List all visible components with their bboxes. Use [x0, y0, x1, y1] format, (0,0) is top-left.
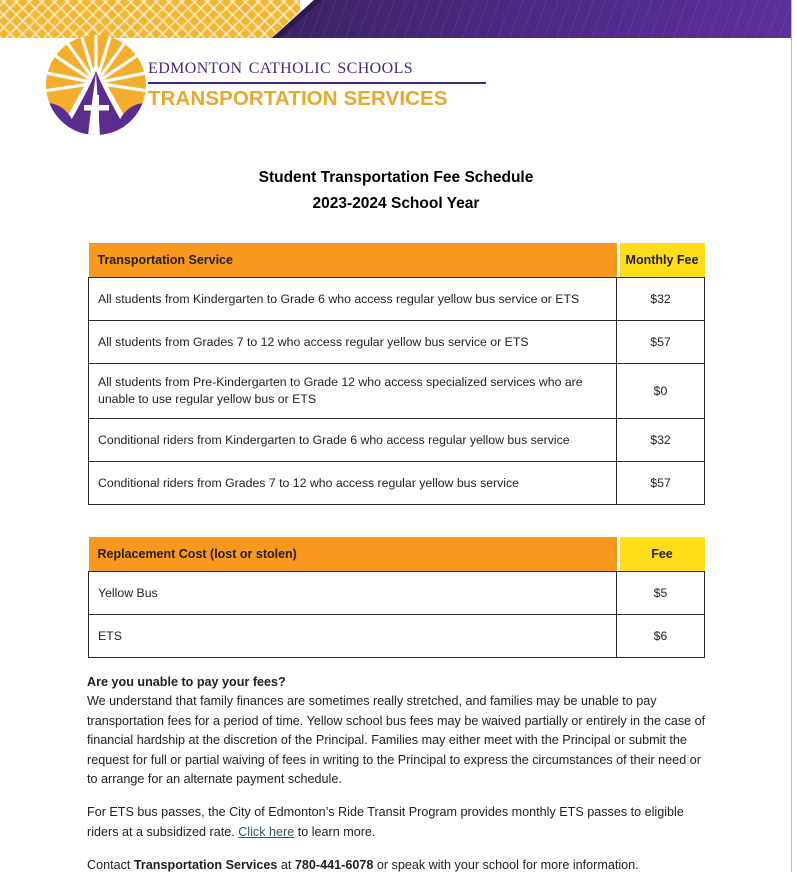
paragraph-spacer [87, 842, 707, 856]
page-right-edge-rail [791, 0, 797, 872]
page-title-line-1: Student Transportation Fee Schedule [258, 169, 534, 186]
table-header-row [89, 537, 705, 572]
contact-paragraph [87, 856, 707, 872]
brand-department: TRANSPORTATION SERVICES [148, 86, 448, 110]
table-header-row [89, 243, 705, 278]
cell-fee-amount: $57 [617, 321, 705, 364]
cell-fee-amount: $5 [617, 572, 705, 615]
contact-phone-number: 780-441-6078 [294, 858, 374, 872]
column-header-transportation-service [89, 243, 617, 278]
column-header-monthly-fee [617, 243, 705, 278]
table-row [89, 278, 705, 321]
table-row [89, 615, 705, 658]
cell-fee-amount: $0 [617, 364, 705, 419]
cell-service-description: All students from Pre-Kindergarten to Grade 12 who access specialized services who are unable to use regular yellow bus or ETS [89, 364, 617, 419]
ets-passes-text-before-link: For ETS bus passes, the City of Edmonton’s Ride Transit Program provides monthly ETS passes to eligible riders at a subsidized rate. [87, 805, 684, 839]
cell-service-description: All students from Kindergarten to Grade 6 who access regular yellow bus service or ETS [89, 278, 617, 321]
column-header-replacement-cost-label: Replacement Cost (lost or stolen) [89, 537, 617, 571]
cell-fee-amount: $32 [617, 278, 705, 321]
cell-fee-amount: $32 [617, 419, 705, 462]
fee-schedule-table [88, 243, 705, 505]
table-row [89, 462, 705, 505]
sunburst-cross-road-logo-icon [44, 33, 148, 137]
page-title-line-2: 2023-2024 School Year [312, 195, 480, 212]
table-row [89, 364, 705, 419]
column-header-fee [617, 537, 705, 572]
cell-service-description: Conditional riders from Kindergarten to Grade 6 who access regular yellow bus service [89, 419, 617, 462]
contact-suffix: or speak with your school for more information. [373, 858, 639, 872]
cell-item-description: ETS [89, 615, 617, 658]
cell-service-description: Conditional riders from Grades 7 to 12 who access regular yellow bus service [89, 462, 617, 505]
brand-text-block [148, 55, 514, 109]
cell-fee-amount: $6 [617, 615, 705, 658]
brand-underline-rule [148, 82, 486, 84]
body-copy [87, 673, 707, 872]
column-header-fee-label: Fee [620, 537, 705, 571]
hardship-paragraph: We understand that family finances are sometimes really stretched, and families may be unable to pay transportation fees for a period of time. Yellow school bus fees may be waived partially or entirely in the case of financial hardship at the discretion of the Principal. Families may either meet with the Principal or submit the request for full or partial waiving of fees in writing to the Principal to express the circumstances of their need or to arrange for an alternate payment schedule. [87, 694, 706, 787]
replacement-cost-table [88, 537, 705, 658]
brand-lockup [44, 33, 514, 137]
ets-passes-text-after-link: to learn more. [294, 824, 376, 839]
ets-passes-paragraph [87, 803, 707, 842]
column-header-transportation-service-label: Transportation Service [89, 243, 617, 277]
cell-service-description: All students from Grades 7 to 12 who access regular yellow bus service or ETS [89, 321, 617, 364]
contact-department: Transportation Services [133, 858, 278, 872]
cell-fee-amount: $57 [617, 462, 705, 505]
column-header-monthly-fee-label: Monthly Fee [620, 243, 705, 277]
contact-prefix: Contact [87, 858, 134, 872]
table-row [89, 419, 705, 462]
unable-to-pay-heading: Are you unable to pay your fees? [87, 675, 286, 689]
table-row [89, 321, 705, 364]
brand-name: edmonton catholic schools [148, 53, 414, 79]
page-title [88, 165, 704, 217]
paragraph-spacer [87, 789, 707, 803]
table-row [89, 572, 705, 615]
column-header-replacement-cost [89, 537, 617, 572]
click-here-link[interactable]: Click here [238, 824, 295, 839]
cell-item-description: Yellow Bus [89, 572, 617, 615]
contact-mid: at [277, 858, 295, 872]
